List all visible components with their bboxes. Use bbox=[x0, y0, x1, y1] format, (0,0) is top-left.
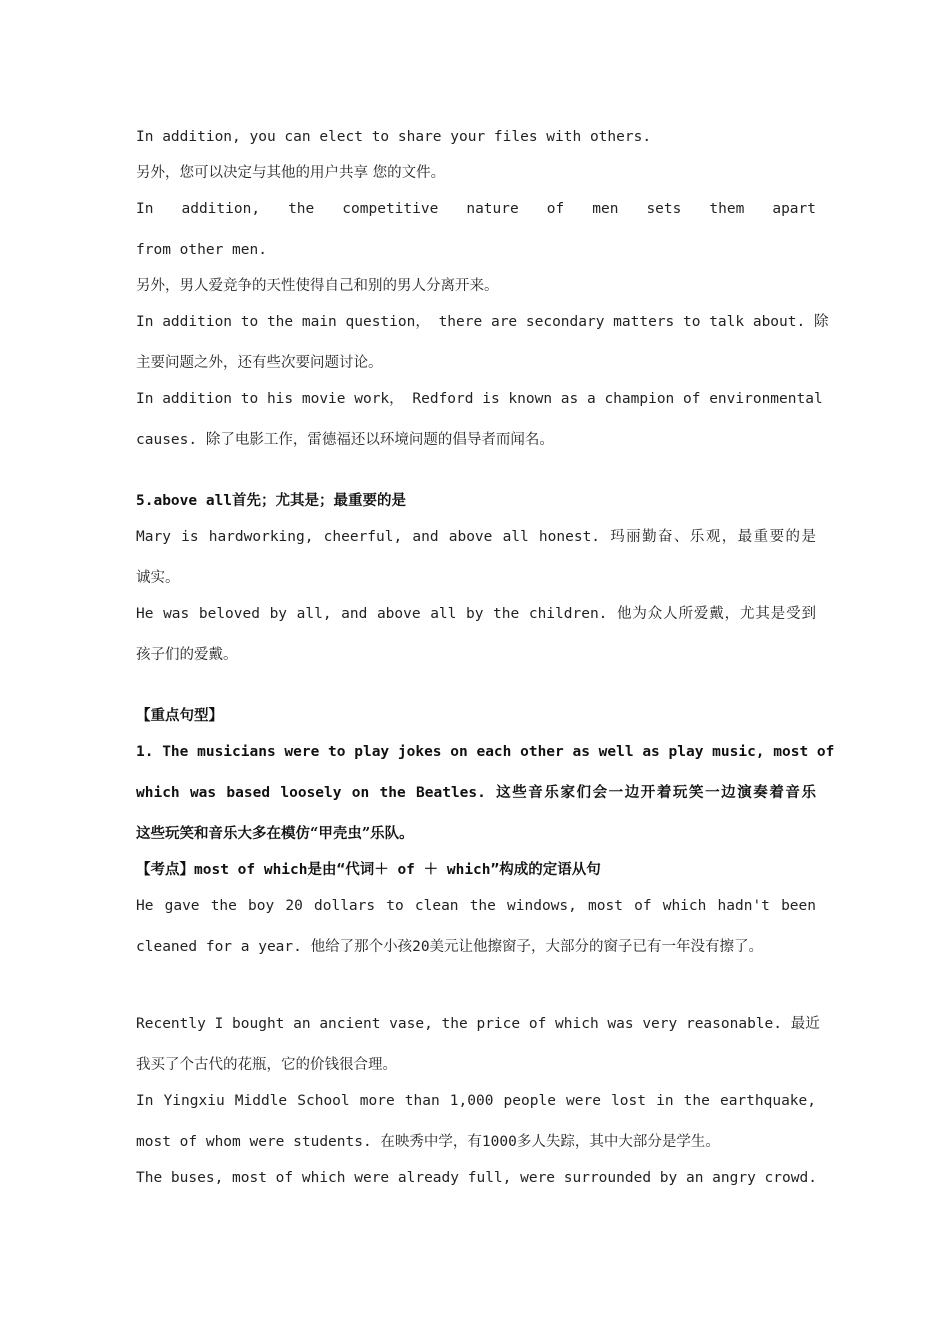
example-translation-cn: 孩子们的爱戴。 bbox=[136, 647, 238, 663]
example-sentence-en-cont: from other men. bbox=[136, 242, 267, 258]
example-sentence-mixed: most of whom were students. 在映秀中学，有1000多人失踪，其中大部分是学生。 bbox=[136, 1134, 720, 1150]
example-translation-cn: 主要问题之外，还有些次要问题讨论。 bbox=[136, 355, 383, 371]
section-heading: 【重点句型】 bbox=[136, 707, 223, 724]
example-sentence-en: He gave the boy 20 dollars to clean the windows, most of which hadn't been bbox=[136, 898, 816, 914]
key-sentence: which was based loosely on the Beatles. 这些音乐家们会一边开着玩笑一边演奏着音乐 bbox=[136, 785, 816, 801]
grammar-point-heading: 【考点】most of which是由“代词＋ of ＋ which”构成的定语从句 bbox=[136, 862, 601, 878]
example-translation-cn: 诚实。 bbox=[136, 570, 180, 586]
key-sentence: 1. The musicians were to play jokes on each other as well as play music, most of bbox=[136, 744, 835, 760]
example-sentence-mixed: Recently I bought an ancient vase, the price of which was very reasonable. 最近 bbox=[136, 1016, 820, 1032]
example-translation-cn: 另外，您可以决定与其他的用户共享 您的文件。 bbox=[136, 165, 446, 181]
example-sentence-en: In Yingxiu Middle School more than 1,000 people were lost in the earthquake, bbox=[136, 1093, 816, 1109]
example-sentence-mixed: causes. 除了电影工作，雷德福还以环境问题的倡导者而闻名。 bbox=[136, 432, 554, 448]
example-sentence-mixed: Mary is hardworking, cheerful, and above all honest. 玛丽勤奋、乐观，最重要的是 bbox=[136, 529, 816, 545]
key-sentence-translation: 这些玩笑和音乐大多在模仿“甲壳虫”乐队。 bbox=[136, 825, 414, 842]
example-sentence-en: In addition to his movie work， Redford is known as a champion of environmental bbox=[136, 391, 823, 407]
phrase-heading: 5.above all首先；尤其是；最重要的是 bbox=[136, 493, 407, 509]
example-sentence-mixed: cleaned for a year. 他给了那个小孩20美元让他擦窗子，大部分的窗子已有一年没有擦了。 bbox=[136, 939, 764, 955]
example-sentence-en: In addition to the main question， there are secondary matters to talk about. 除 bbox=[136, 314, 829, 330]
example-translation-cn: 我买了个古代的花瓶，它的价钱很合理。 bbox=[136, 1057, 397, 1073]
example-sentence-en: The buses, most of which were already full, were surrounded by an angry crowd. bbox=[136, 1170, 817, 1186]
example-sentence-mixed: He was beloved by all, and above all by the children. 他为众人所爱戴，尤其是受到 bbox=[136, 606, 816, 622]
example-sentence-en: In addition, you can elect to share your files with others. bbox=[136, 129, 652, 145]
example-translation-cn: 另外，男人爱竞争的天性使得自己和别的男人分离开来。 bbox=[136, 278, 499, 294]
example-sentence-en: In addition, the competitive nature of men sets them apart bbox=[136, 201, 816, 217]
